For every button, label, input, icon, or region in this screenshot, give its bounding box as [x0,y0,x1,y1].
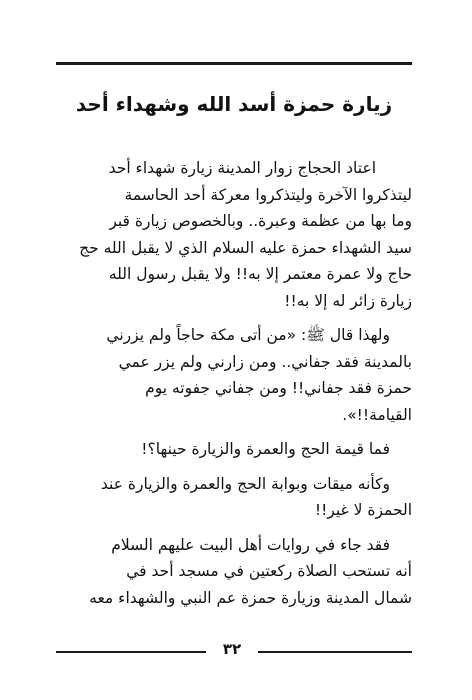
text-line: ولهذا قال ﷺ: «من أتى مكة حاجاً ولم يزرني [106,326,390,344]
page-title: زيارة حمزة أسد الله وشهداء أحد [75,92,393,116]
text-line: فما قيمة الحج والعمرة والزيارة حينها؟! [141,440,390,458]
text-line: سيد الشهداء حمزة عليه السلام الذي لا يقبل الله حج [79,238,412,257]
paragraph-4 [58,471,412,524]
text-line: اعتاد الحجاج زوار المدينة زيارة شهداء أحد [108,159,376,177]
text-line: ليتذكروا الآخرة وليتذكروا معركة أحد الحاسمة [124,185,412,204]
footer-rule-left [56,651,206,653]
text-line: بالمدينة فقد جفاني.. ومن زارني ولم يزر عمي [118,352,412,371]
text-line: القيامة!!». [342,405,412,424]
paragraph-2 [58,322,412,428]
top-rule [56,62,412,65]
text-line: الحمزة لا غير!! [314,501,412,519]
page-number: ٣٢ [222,640,242,658]
body-text [58,155,412,611]
footer-rule-right [258,651,412,653]
text-line: حاج ولا عمرة معتمر إلا به!! ولا يقبل رسول الله [108,265,412,283]
paragraph-1 [58,155,412,314]
text-line: فقد جاء في روايات أهل البيت عليهم السلام [111,535,390,554]
text-line: وما بها من عظمة وعبرة.. وبالخصوص زيارة قبر [109,212,412,230]
text-line: أنه تستحب الصلاة ركعتين في مسجد أحد في [126,562,412,580]
text-line: شمال المدينة وزيارة حمزة عم النبي والشهداء معه [89,588,412,607]
text-line: وكأنه ميقات وبوابة الحج والعمرة والزيارة عند [100,474,390,493]
paragraph-5 [58,532,412,612]
text-line: زيارة زائر له إلا به!! [284,291,412,310]
text-line: حمزة فقد جفاني!! ومن جفاني جفوته يوم [145,379,412,397]
paragraph-3 [58,436,412,463]
